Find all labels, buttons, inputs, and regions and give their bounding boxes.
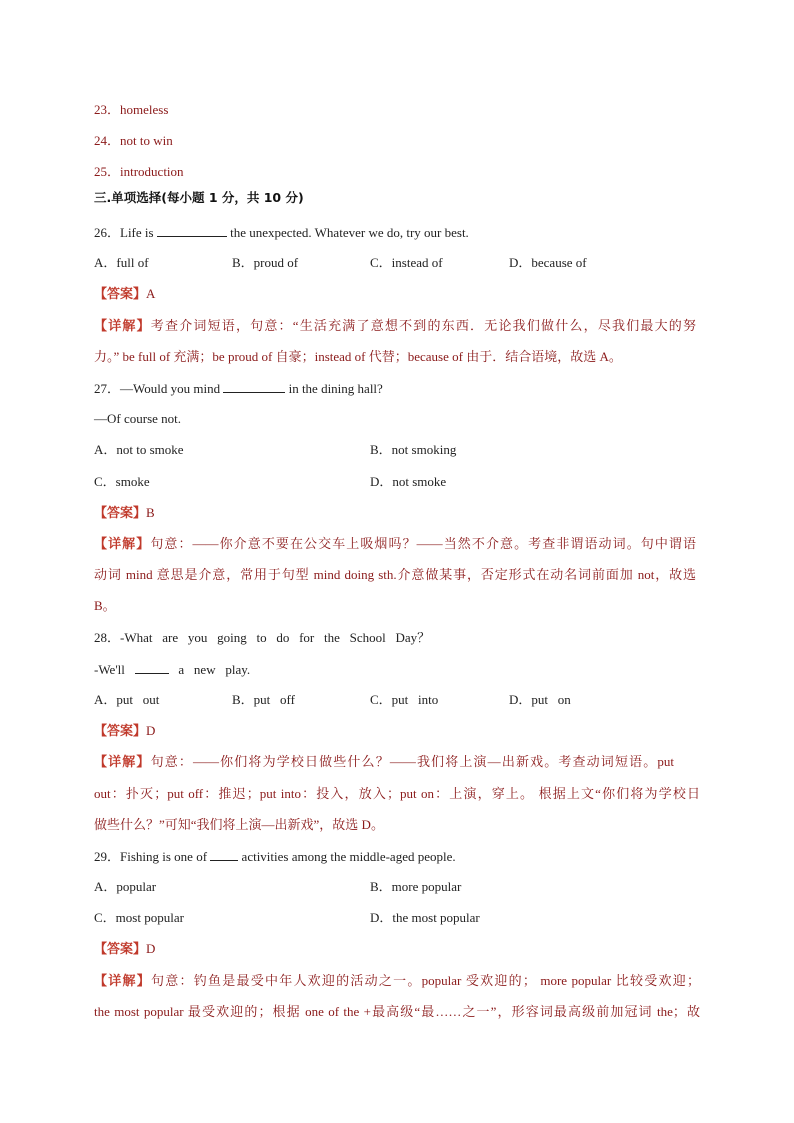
- q26-answer-value: A: [146, 286, 156, 301]
- q26-option-c: C．instead of: [370, 255, 443, 270]
- answer-label: 【答案】: [94, 724, 147, 739]
- q26-detail-line-1: [94, 318, 696, 335]
- q26-option-b: B．proud of: [232, 255, 299, 270]
- q27-stem-end: in the dining hall?: [285, 381, 383, 396]
- q27-detail-text-1: 句意：——你介意不要在公交车上吸烟吗？——当然不介意。考查非谓语动词。句中谓语: [150, 536, 696, 551]
- detail-label: 【详解】: [94, 319, 151, 334]
- q26-stem-start: 26．Life is: [94, 225, 157, 240]
- q29-stem-end: activities among the middle-aged people.: [238, 849, 456, 864]
- q28-option-a: A．put out: [94, 692, 160, 707]
- prev-answer-25: 25．introduction: [94, 164, 184, 179]
- q28-detail-line-1: [94, 754, 674, 771]
- q28-detail-line-3: 做些什么？”可知“我们将上演—出新戏”，故选 D。: [94, 817, 384, 832]
- q27-answer: [94, 505, 155, 522]
- q27-blank: [223, 380, 285, 393]
- q27-reply: —Of course not.: [94, 411, 182, 426]
- q27-detail-line-3: B。: [94, 598, 116, 613]
- q29-answer: [94, 941, 155, 958]
- q27-option-b: B．not smoking: [370, 442, 457, 457]
- q28-answer: [94, 723, 155, 740]
- q27-option-a: A．not to smoke: [94, 442, 184, 457]
- q27-answer-value: B: [146, 505, 155, 520]
- q26-detail-line-2: 力。” be full of 充满；be proud of 自豪；instead of 代替；because of 由于．结合语境，故选 A。: [94, 349, 622, 364]
- q29-detail-line-1: [94, 973, 700, 990]
- q29-answer-value: D: [146, 941, 156, 956]
- section-title: 三.单项选择(每小题 1 分，共 10 分): [94, 190, 304, 205]
- q29-option-c: C．most popular: [94, 910, 184, 925]
- q29-option-d: D．the most popular: [370, 910, 480, 925]
- question-29: [94, 848, 456, 865]
- q26-option-a: A．full of: [94, 255, 149, 270]
- q29-stem-start: 29．Fishing is one of: [94, 849, 211, 864]
- q28-option-b: B．put off: [232, 692, 295, 707]
- q28-blank: [135, 661, 169, 674]
- question-27: [94, 380, 383, 397]
- answer-label: 【答案】: [94, 506, 147, 521]
- q26-stem-end: the unexpected. Whatever we do, try our best.: [226, 225, 469, 240]
- q28-reply: [94, 661, 250, 678]
- q28-option-c: C．put into: [370, 692, 439, 707]
- detail-label: 【详解】: [94, 537, 151, 552]
- q27-detail-line-2: 动词 mind 意思是介意，常用于句型 mind doing sth.介意做某事，否定形式在动名词前面加 not，故选: [94, 567, 696, 582]
- q26-detail-text-1: 考查介词短语，句意：“生活充满了意想不到的东西．无论我们做什么，尽我们最大的努: [150, 318, 696, 333]
- q29-blank: [210, 848, 238, 861]
- prev-answer-24: 24．not to win: [94, 133, 173, 148]
- q29-detail-text-1: 句意：钓鱼是最受中年人欢迎的活动之一。popular 受欢迎的； more popular 比较受欢迎；: [150, 973, 700, 988]
- q29-detail-line-2: the most popular 最受欢迎的；根据 one of the +最高级“最……之一”，形容词最高级前加冠词 the；故: [94, 1004, 700, 1019]
- detail-label: 【详解】: [94, 974, 151, 989]
- q28-option-d: D．put on: [509, 692, 571, 707]
- q28-detail-text-1: 句意：——你们将为学校日做些什么？——我们将上演—出新戏。考查动词短语。put: [150, 754, 674, 769]
- q28-reply-start: -We'll: [94, 662, 135, 677]
- detail-label: 【详解】: [94, 755, 151, 770]
- question-26: [94, 224, 469, 241]
- q27-option-c: C．smoke: [94, 474, 150, 489]
- q28-answer-value: D: [146, 723, 156, 738]
- q27-option-d: D．not smoke: [370, 474, 447, 489]
- answer-label: 【答案】: [94, 287, 147, 302]
- q26-answer: [94, 286, 155, 303]
- prev-answer-23: 23．homeless: [94, 102, 169, 117]
- q29-option-a: A．popular: [94, 879, 157, 894]
- q26-option-d: D．because of: [509, 255, 587, 270]
- q28-reply-end: a new play.: [168, 662, 251, 677]
- q27-stem-start: 27．—Would you mind: [94, 381, 224, 396]
- answer-label: 【答案】: [94, 942, 147, 957]
- q27-detail-line-1: [94, 536, 696, 553]
- q29-option-b: B．more popular: [370, 879, 462, 894]
- q28-detail-line-2: out：扑灭；put off：推迟；put into：投入，放入；put on：上演，穿上。 根据上文“你们将为学校日: [94, 786, 700, 801]
- question-28: 28．-What are you going to do for the School Day？: [94, 630, 431, 645]
- q26-blank: [157, 224, 227, 237]
